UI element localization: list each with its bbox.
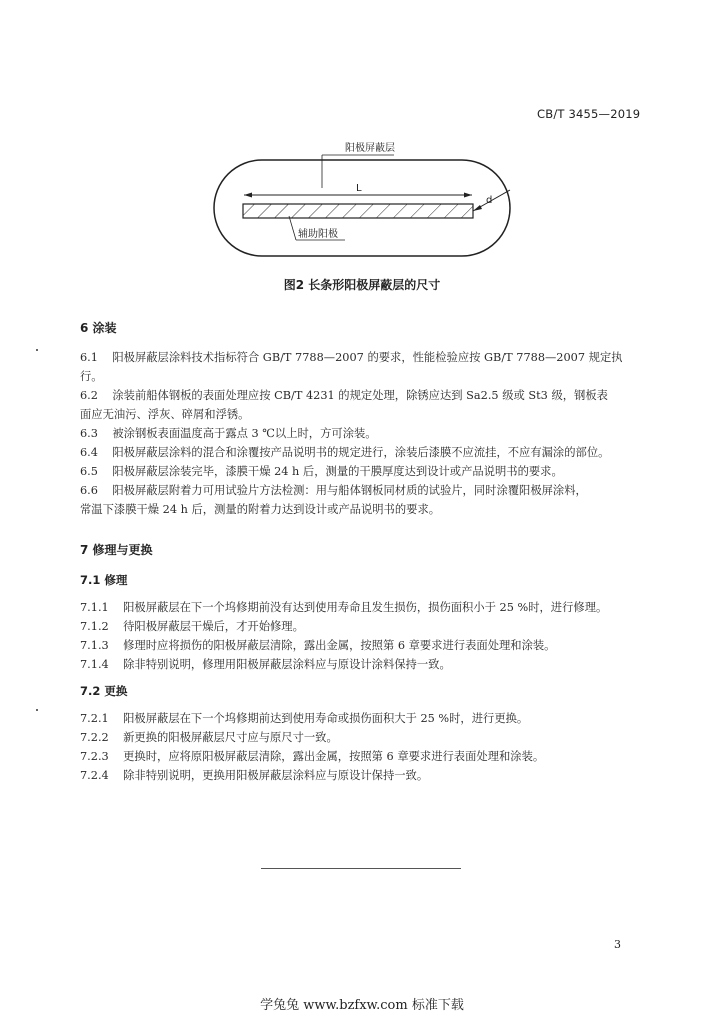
clause-7-1-4: 7.1.4 除非特别说明，修理用阳极屏蔽层涂料应与原设计涂料保持一致。 [80,658,451,671]
figure-caption: 图2 长条形阳极屏蔽层的尺寸 [283,278,441,292]
label-length: L [356,183,362,194]
section-6-heading: 6 涂装 [80,321,117,335]
label-auxiliary-anode: 辅助阳极 [298,229,338,240]
section-7-1-body [80,598,636,674]
clause-6-2-cont: 面应无油污、浮灰、碎屑和浮锈。 [80,408,250,421]
clause-6-5: 6.5 阳极屏蔽层涂装完毕，漆膜干燥 24 h 后，测量的干膜厚度达到设计或产品说明书的要求。 [80,465,563,478]
document-code: CB/T 3455—2019 [537,107,641,121]
page-number: 3 [614,938,621,951]
clause-7-1-1: 7.1.1 阳极屏蔽层在下一个坞修期前没有达到使用寿命且发生损伤，损伤面积小于 25 %时，进行修理。 [80,601,608,614]
section-7-2-heading: 7.2 更换 [80,684,128,698]
section-6-body [80,348,636,519]
clause-6-1-cont: 行。 [80,370,103,383]
auxiliary-anode-bar [243,204,473,218]
clause-6-1: 6.1 阳极屏蔽层涂料技术指标符合 GB/T 7788—2007 的要求，性能检验应按 GB/T 7788—2007 规定执 [80,351,623,364]
section-7-heading: 7 修理与更换 [80,543,153,557]
clause-6-2: 6.2 涂装前船体钢板的表面处理应按 CB/T 4231 的规定处理，除锈应达到 Sa2.5 级或 St3 级，钢板表 [80,389,608,402]
footer-watermark: 学兔兔 www.bzfxw.com 标准下载 [260,998,464,1013]
clause-7-2-4: 7.2.4 除非特别说明，更换用阳极屏蔽层涂料应与原设计保持一致。 [80,769,429,782]
section-7-2-body [80,709,636,785]
clause-6-4: 6.4 阳极屏蔽层涂料的混合和涂覆按产品说明书的规定进行，涂装后漆膜不应流挂，不应有漏涂的部位。 [80,446,610,459]
scan-speck [36,709,38,711]
clause-7-2-1: 7.2.1 阳极屏蔽层在下一个坞修期前达到使用寿命或损伤面积大于 25 %时，进行更换。 [80,712,529,725]
clause-6-6-cont: 常温下漆膜干燥 24 h 后，测量的附着力达到设计或产品说明书的要求。 [80,503,441,516]
clause-7-1-2: 7.1.2 待阳极屏蔽层干燥后，才开始修理。 [80,620,304,633]
clause-7-2-3: 7.2.3 更换时，应将原阳极屏蔽层清除，露出金属，按照第 6 章要求进行表面处理和涂装。 [80,750,545,763]
clause-6-3: 6.3 被涂钢板表面温度高于露点 3 ℃以上时，方可涂装。 [80,427,377,440]
label-width: d [486,195,493,206]
clause-7-1-3: 7.1.3 修理时应将损伤的阳极屏蔽层清除，露出金属，按照第 6 章要求进行表面处理和涂装。 [80,639,556,652]
end-rule [261,868,461,869]
clause-6-6: 6.6 阳极屏蔽层附着力可用试验片方法检测：用与船体钢板同材质的试验片，同时涂覆阳极屏涂料， [80,484,587,497]
scan-speck [36,349,38,351]
shield-dimension-figure [0,0,724,300]
section-7-1-heading: 7.1 修理 [80,573,128,587]
label-shield-layer: 阳极屏蔽层 [345,143,395,154]
clause-7-2-2: 7.2.2 新更换的阳极屏蔽层尺寸应与原尺寸一致。 [80,731,338,744]
